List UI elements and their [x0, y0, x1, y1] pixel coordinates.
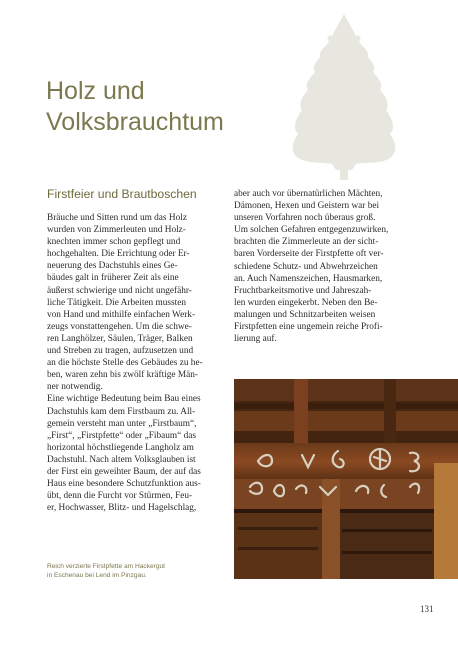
text-line: von Hand und mithilfe einfachen Werk- [47, 309, 196, 320]
text-line: zeugs vonstattengehen. Um die schwe- [47, 321, 192, 332]
photo-caption [47, 562, 217, 580]
section-heading: Firstfeier und Brautboschen [47, 187, 197, 201]
text-line: liche Tätigkeit. Die Arbeiten mussten [47, 297, 186, 308]
text-line: der First ein geweihter Baum, der auf das [47, 466, 201, 477]
text-line: unseren Vorfahren noch überaus groß. [234, 213, 376, 224]
text-line: bäudes galt in früherer Zeit als eine [47, 273, 179, 284]
text-line: brachten die Zimmerleute an der sicht- [234, 237, 379, 248]
page-number: 131 [420, 604, 434, 614]
text-line: gemein versteht man unter „Firstbaum“, [47, 418, 197, 429]
text-line: Um solchen Gefahren entgegenzuwirken, [234, 225, 389, 236]
text-line: schiedene Schutz- und Abwehrzeichen [234, 261, 378, 272]
text-line: an. Auch Namenszeichen, Hausmarken, [234, 273, 383, 284]
text-line: Firstpfetten eine ungemein reiche Profi- [234, 322, 383, 333]
text-line: malungen und Schnitzarbeiten weisen [234, 309, 376, 320]
text-line: wurden von Zimmerleuten und Holz- [47, 225, 186, 236]
text-line: und Streben zu tragen, aufzusetzen und [47, 346, 194, 357]
text-line: len wurden eingekerbt. Neben den Be- [234, 297, 378, 308]
text-line: Haus eine besondere Schutzfunktion aus- [47, 479, 201, 490]
ridge-beam-photo [234, 379, 458, 579]
text-line: baren Vorderseite der Firstpfette oft ver- [234, 249, 384, 260]
caption-line: Reich verzierte Firstpfette am Hackergut [47, 563, 165, 570]
tree-silhouette-icon [288, 12, 400, 182]
title-line: Holz und [46, 77, 145, 105]
text-line: Fruchtbarkeitsmotive und Jahreszah- [234, 285, 372, 296]
text-line: aber auch vor übernatürlichen Mächten, [234, 189, 383, 199]
caption-line: in Eschenau bei Lend im Pinzgau. [47, 572, 147, 579]
text-line: ben, waren zehn bis zwölf kräftige Män- [47, 370, 199, 381]
text-line: Bräuche und Sitten rund um das Holz [47, 213, 187, 223]
text-line: er, Hochwasser, Blitz- und Hagelschlag, [47, 503, 197, 514]
title-line: Volksbrauchtum [46, 108, 224, 136]
page-title [46, 76, 224, 138]
text-line: Dämonen, Hexen und Geistern war bei [234, 201, 380, 212]
text-line: knechten immer schon gepflegt und [47, 237, 181, 248]
text-line: Dachstuhls kam dem Firstbaum zu. All- [47, 406, 196, 417]
text-line: übt, denn die Furcht vor Stürmen, Feu- [47, 491, 193, 502]
text-line: Dachstuhl. Nach altem Volksglauben ist [47, 454, 196, 465]
text-line: äußerst schwierige und nicht ungefähr- [47, 285, 192, 296]
text-line: horizontal höchstliegende Langholz am [47, 442, 194, 453]
text-line: Eine wichtige Bedeutung beim Bau eines [47, 394, 201, 405]
text-column-right [234, 188, 406, 345]
text-line: an die höchste Stelle des Gebäudes zu he- [47, 358, 203, 369]
text-column-left [47, 212, 219, 514]
text-line: ner notwendig. [47, 382, 103, 393]
text-line: hochgehalten. Die Errichtung oder Er- [47, 249, 190, 260]
text-line: lierung auf. [234, 334, 277, 345]
text-line: neuerung des Dachstuhls eines Ge- [47, 261, 178, 272]
text-line: „First“, „Firstpfette“ oder „Fibaum“ das [47, 430, 196, 441]
text-line: ren Langhölzer, Säulen, Träger, Balken [47, 333, 193, 344]
